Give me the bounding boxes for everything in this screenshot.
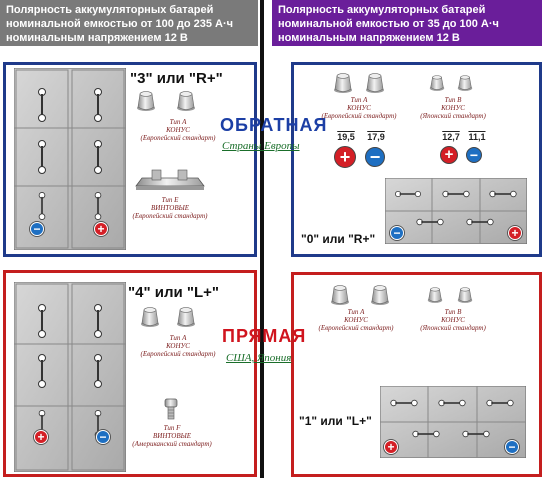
battery-top-left — [14, 68, 126, 250]
plus-terminal-icon: + — [384, 440, 398, 454]
minus-terminal-icon: − — [505, 440, 519, 454]
battery-bottom-left — [14, 282, 126, 472]
type-std: (Японский стандарт) — [420, 112, 486, 120]
cone-terminal-icon — [365, 70, 385, 94]
cone-terminal-icon — [333, 70, 353, 94]
type-std: (Европейский стандарт) — [132, 212, 208, 220]
header-left-line2: номинальной емкостью от 100 до 235 А·ч — [6, 18, 234, 30]
cone-terminal-icon — [176, 304, 196, 328]
type-a-label — [315, 96, 403, 120]
type-e-label — [120, 196, 220, 220]
type-kind: КОНУС — [347, 104, 371, 112]
type-kind: КОНУС — [441, 316, 465, 324]
cone-terminal-icon — [140, 304, 160, 328]
type-name: Тип B — [444, 96, 462, 104]
minus-terminal-icon: − — [96, 430, 110, 444]
type-kind: КОНУС — [441, 104, 465, 112]
header-right — [272, 0, 542, 46]
cone-terminal-icon — [426, 282, 444, 304]
type-a-label — [128, 334, 228, 358]
header-left — [0, 0, 258, 46]
header-right-line2: номинальной емкостью от 35 до 100 А·ч — [278, 18, 499, 30]
reverse-polarity-title: ОБРАТНАЯ — [220, 115, 328, 135]
type-b-label — [408, 96, 498, 120]
type-kind: КОНУС — [344, 316, 368, 324]
plus-terminal-icon: + — [440, 146, 458, 164]
type-a-label — [312, 308, 400, 332]
type-kind: КОНУС — [166, 126, 190, 134]
minus-terminal-icon: − — [466, 147, 482, 163]
type-std: (Европейский стандарт) — [321, 112, 397, 120]
cone-terminal-icon — [456, 282, 474, 304]
type-std: (Американский стандарт) — [132, 440, 212, 448]
plus-terminal-icon: + — [94, 222, 108, 236]
type-std: (Европейский стандарт) — [318, 324, 394, 332]
header-left-line3: номинальным напряжением 12 В — [6, 32, 188, 44]
type-f-label — [122, 424, 222, 448]
type-std: (Европейский стандарт) — [140, 350, 216, 358]
type-name: Тип A — [350, 96, 368, 104]
type-kind: ВИНТОВЫЕ — [153, 432, 191, 440]
type-name: Тип F — [163, 424, 181, 432]
reverse-region: Страны Европы — [222, 140, 300, 152]
header-right-line3: номинальным напряжением 12 В — [278, 32, 460, 44]
type-name: Тип B — [444, 308, 462, 316]
direct-region: США, Япония — [226, 352, 292, 364]
screw-post-icon — [162, 398, 180, 422]
center-divider — [260, 0, 264, 478]
type-name: Тип A — [347, 308, 365, 316]
plus-terminal-icon: + — [34, 430, 48, 444]
type-name: Тип A — [169, 334, 187, 342]
polarity-code-1: "1" или "L+" — [299, 414, 372, 428]
dimension-label: 12,7 — [442, 132, 460, 142]
polarity-code-0: "0" или "R+" — [301, 232, 376, 246]
battery-top-right — [385, 178, 527, 244]
plus-terminal-icon: + — [508, 226, 522, 240]
direct-polarity-title: ПРЯМАЯ — [222, 326, 307, 346]
cone-terminal-icon — [176, 88, 196, 112]
polarity-code-4: "4" или "L+" — [128, 284, 220, 301]
header-right-line1: Полярность аккумуляторных батарей — [278, 4, 486, 16]
cone-terminal-icon — [428, 70, 446, 92]
cone-terminal-icon — [136, 88, 156, 112]
type-name: Тип A — [169, 118, 187, 126]
minus-terminal-icon: − — [365, 147, 385, 167]
minus-terminal-icon: − — [390, 226, 404, 240]
cone-terminal-icon — [456, 70, 474, 92]
dimension-label: 11,1 — [468, 132, 486, 142]
minus-terminal-icon: − — [30, 222, 44, 236]
type-b-label — [408, 308, 498, 332]
type-std: (Японский стандарт) — [420, 324, 486, 332]
cone-terminal-icon — [370, 282, 390, 306]
type-kind: КОНУС — [166, 342, 190, 350]
type-std: (Европейский стандарт) — [140, 134, 216, 142]
type-name: Тип E — [161, 196, 179, 204]
cone-terminal-icon — [330, 282, 350, 306]
type-a-label — [128, 118, 228, 142]
header-left-line1: Полярность аккумуляторных батарей — [6, 4, 214, 16]
polarity-code-3: "3" или "R+" — [130, 70, 223, 87]
dimension-label: 19,5 — [337, 132, 355, 142]
screw-terminal-icon — [132, 168, 208, 194]
type-kind: ВИНТОВЫЕ — [151, 204, 189, 212]
plus-terminal-icon: + — [334, 146, 356, 168]
dimension-label: 17,9 — [367, 132, 385, 142]
